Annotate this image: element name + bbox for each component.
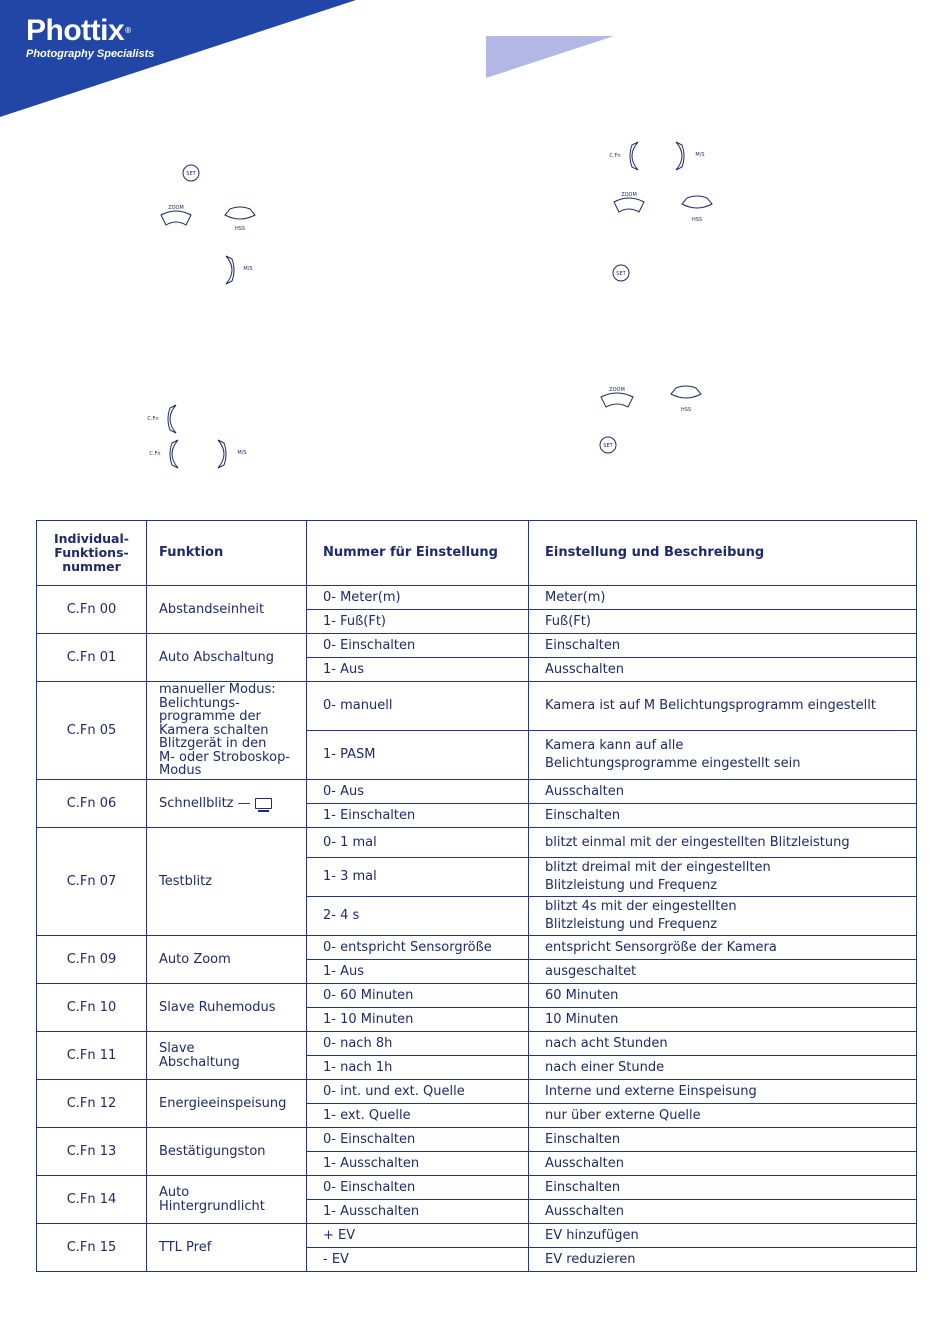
brand-tagline: Photography Specialists [26,48,155,60]
table-row [37,586,917,610]
setting-option: 0- Einschalten [307,1128,529,1152]
function-name: Energieeinspeisung [147,1080,307,1128]
setting-option: 0- entspricht Sensorgröße [307,936,529,960]
function-number: C.Fn 15 [37,1224,147,1272]
hss-label-2: HSS [691,217,703,223]
setting-option: 1- 10 Minuten [307,1008,529,1032]
setting-description: entspricht Sensorgröße der Kamera [529,936,917,960]
cfn-label-3: C.Fn [609,153,621,159]
setting-description: Einschalten [529,1176,917,1200]
table-row [37,1176,917,1200]
setting-option: 2- 4 s [307,897,529,936]
setting-description: nur über externe Quelle [529,1104,917,1128]
setting-description: Fuß(Ft) [529,610,917,634]
table-row [37,1032,917,1056]
setting-description: blitzt 4s mit der eingestellten Blitzleistung und Frequenz [529,897,917,936]
setting-description: 10 Minuten [529,1008,917,1032]
setting-option: 1- Aus [307,960,529,984]
function-number: C.Fn 00 [37,586,147,634]
function-name-text: Schnellblitz — [159,795,251,811]
header-setting-number: Nummer für Einstellung [307,521,529,586]
function-number: C.Fn 13 [37,1128,147,1176]
set-button-icon [180,164,202,182]
function-name: Slave Abschaltung [147,1032,307,1080]
custom-function-table [36,520,917,1272]
setting-description: Interne und externe Einspeisung [529,1080,917,1104]
table-row [37,1128,917,1152]
function-name: Auto Hintergrundlicht [147,1176,307,1224]
setting-description: EV hinzufügen [529,1224,917,1248]
function-name: TTL Pref [147,1224,307,1272]
setting-option: 0- Einschalten [307,634,529,658]
function-number: C.Fn 07 [37,828,147,936]
function-name: Abstandseinheit [147,586,307,634]
zoom-button-icon-3 [598,385,636,413]
function-name: Bestätigungston [147,1128,307,1176]
cfn-button-icon-3 [606,140,646,172]
set-label-3: SET [603,443,613,449]
function-name [147,780,307,828]
setting-description: 60 Minuten [529,984,917,1008]
cfn-button-icon-2 [146,438,186,470]
zoom-label-3: ZOOM [609,387,625,393]
setting-option: 0- manuell [307,682,529,731]
setting-description: nach acht Stunden [529,1032,917,1056]
zoom-button-icon [158,203,194,231]
setting-option: 1- Fuß(Ft) [307,610,529,634]
header-function: Funktion [147,521,307,586]
function-name: Auto Zoom [147,936,307,984]
setting-option: 1- Ausschalten [307,1152,529,1176]
table-row [37,634,917,658]
cfn-button-icon [144,403,184,435]
flash-ready-icon [255,798,272,809]
zoom-label-2: ZOOM [621,192,637,198]
accent-triangle [486,36,616,80]
setting-option: 1- nach 1h [307,1056,529,1080]
function-name: manueller Modus: Belichtungs- programme der Kamera schalten Blitzgerät in den M- oder Stroboskop- Modus [147,682,307,780]
hss-button-icon [220,203,262,233]
setting-description: Ausschalten [529,780,917,804]
set-label-2: SET [616,271,626,277]
setting-option: 0- Einschalten [307,1176,529,1200]
setting-description: Einschalten [529,634,917,658]
table-row [37,682,917,731]
setting-option: 1- PASM [307,731,529,780]
registered-mark: ® [125,26,131,35]
setting-description: blitzt dreimal mit der eingestellten Blitzleistung und Frequenz [529,858,917,897]
table-row [37,780,917,804]
setting-description: Einschalten [529,804,917,828]
setting-description: ausgeschaltet [529,960,917,984]
ms-button-icon-2 [212,438,252,470]
setting-option: 0- nach 8h [307,1032,529,1056]
setting-option: 0- int. und ext. Quelle [307,1080,529,1104]
setting-option: 0- 1 mal [307,828,529,858]
table-row [37,936,917,960]
zoom-label: ZOOM [168,205,184,211]
ms-button-icon [220,254,256,286]
set-label: SET [186,171,196,177]
setting-option: 1- Ausschalten [307,1200,529,1224]
setting-description: Ausschalten [529,1152,917,1176]
setting-description: Ausschalten [529,658,917,682]
setting-option: 1- Einschalten [307,804,529,828]
hss-button-icon-2 [677,194,719,224]
setting-option: 1- ext. Quelle [307,1104,529,1128]
ms-label-3: M/S [695,152,705,158]
zoom-button-icon-2 [611,190,647,218]
header-function-number: Individual- Funktions- nummer [37,521,147,586]
function-number: C.Fn 14 [37,1176,147,1224]
setting-description: nach einer Stunde [529,1056,917,1080]
table-row [37,828,917,858]
setting-description: Ausschalten [529,1200,917,1224]
function-number: C.Fn 10 [37,984,147,1032]
setting-option: 0- Meter(m) [307,586,529,610]
brand-logo [26,14,154,60]
setting-option: 0- 60 Minuten [307,984,529,1008]
function-name: Auto Abschaltung [147,634,307,682]
cfn-label-2: C.Fn [149,451,161,457]
set-button-icon-2 [610,264,632,282]
setting-description: Kamera ist auf M Belichtungsprogramm eingestellt [529,682,917,731]
function-number: C.Fn 12 [37,1080,147,1128]
setting-description: Meter(m) [529,586,917,610]
hss-button-icon-3 [666,384,708,414]
brand-name: Phottix [26,14,125,47]
table-row [37,1224,917,1248]
ms-label-2: M/S [237,450,247,456]
setting-description: Einschalten [529,1128,917,1152]
custom-function-table-wrap [36,520,917,1272]
ms-label: M/S [243,266,253,272]
setting-option: 1- 3 mal [307,858,529,897]
function-name: Slave Ruhemodus [147,984,307,1032]
set-button-icon-3 [597,436,619,454]
table-header-row [37,521,917,586]
setting-option: + EV [307,1224,529,1248]
function-number: C.Fn 09 [37,936,147,984]
function-number: C.Fn 01 [37,634,147,682]
table-row [37,1080,917,1104]
setting-option: - EV [307,1248,529,1272]
header-description: Einstellung und Beschreibung [529,521,917,586]
function-number: C.Fn 06 [37,780,147,828]
table-row [37,984,917,1008]
setting-option: 0- Aus [307,780,529,804]
function-number: C.Fn 05 [37,682,147,780]
cfn-label: C.Fn [147,416,159,422]
setting-description: blitzt einmal mit der eingestellten Blitzleistung [529,828,917,858]
ms-button-icon-3 [670,140,710,172]
hss-label-3: HSS [680,407,692,413]
setting-description: EV reduzieren [529,1248,917,1272]
hss-label: HSS [234,226,246,232]
function-name: Testblitz [147,828,307,936]
setting-description: Kamera kann auf alle Belichtungsprogramme eingestellt sein [529,731,917,780]
function-number: C.Fn 11 [37,1032,147,1080]
setting-option: 1- Aus [307,658,529,682]
